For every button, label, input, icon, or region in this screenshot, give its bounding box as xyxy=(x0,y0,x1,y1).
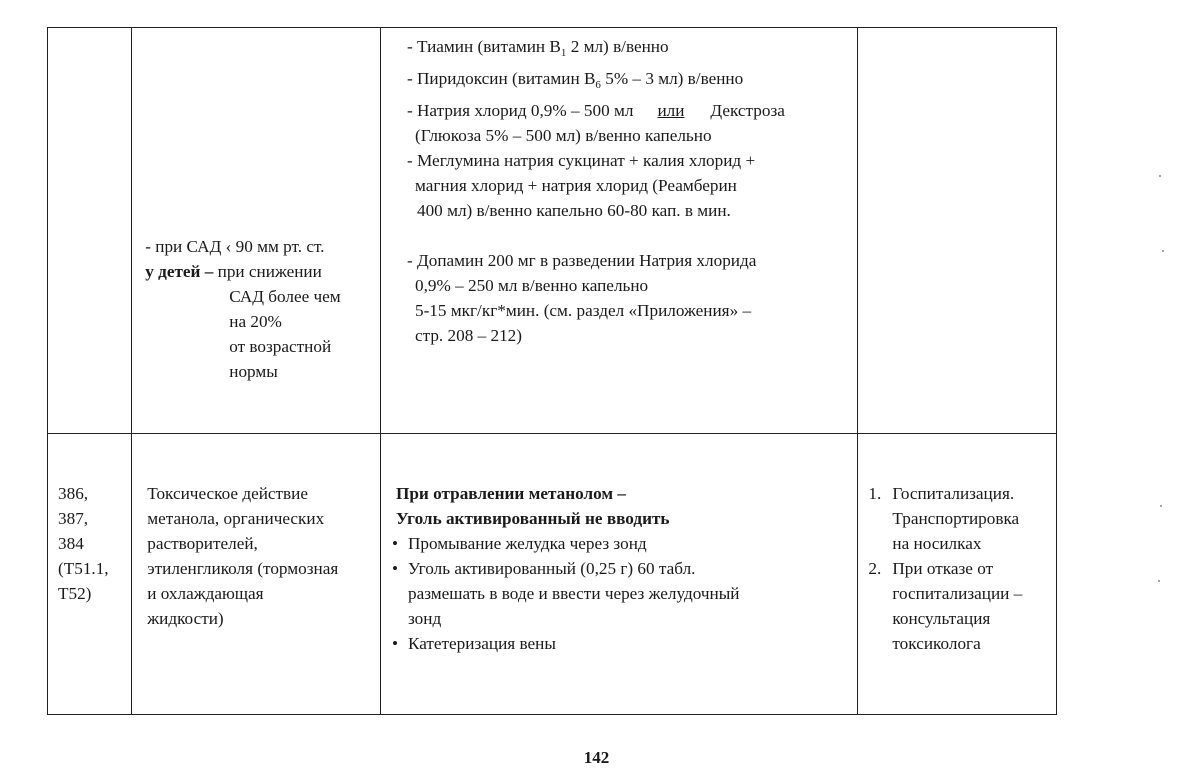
diagnosis-line: Токсическое действие xyxy=(147,484,308,503)
scan-speck xyxy=(1158,580,1160,582)
bullet-icon: • xyxy=(391,534,399,553)
action-line: При отказе от xyxy=(892,559,994,578)
bullet-icon: • xyxy=(391,634,399,653)
children-text: нормы xyxy=(229,362,278,381)
treatment-heading: При отравлении метанолом – xyxy=(395,484,626,503)
treatment-line: - Тиамин (витамин $В_1$ 2 мл) в/венно xyxy=(406,37,669,59)
code-line: 384 xyxy=(58,534,84,553)
children-text: САД более чем xyxy=(229,287,341,306)
scan-speck xyxy=(1160,505,1162,507)
diagnosis-line: растворителей, xyxy=(147,534,258,553)
action-line: консультация xyxy=(892,609,991,628)
action-list xyxy=(868,481,1056,656)
diagnosis-cell xyxy=(132,434,381,715)
treatment-line: (Глюкоза 5% – 500 мл) в/венно капельно xyxy=(414,126,712,145)
treatment-list xyxy=(391,531,857,656)
code-line: T52) xyxy=(58,584,92,603)
scan-speck xyxy=(1162,250,1164,252)
code-line: (T51.1, xyxy=(58,559,109,578)
treatment-item xyxy=(391,556,857,631)
table-row xyxy=(48,28,1057,434)
children-label: у детей – xyxy=(145,262,214,281)
condition-cell xyxy=(132,28,381,434)
treatment-line: магния хлорид + натрия хлорид (Реамберин xyxy=(414,176,737,195)
scan-speck xyxy=(1159,175,1161,177)
condition-line: - при САД ‹ 90 мм рт. ст. xyxy=(145,237,325,256)
code-line: 386, xyxy=(58,484,89,503)
treatment-line: 5-15 мкг/кг*мин. (см. раздел «Приложения» – xyxy=(414,301,752,320)
action-item xyxy=(868,556,1056,656)
treatment-line: стр. 208 – 212) xyxy=(414,326,522,345)
code-line: 387, xyxy=(58,509,89,528)
action-cell xyxy=(858,28,1057,434)
treatment-line: зонд xyxy=(407,609,442,628)
diagnosis-line: жидкости) xyxy=(147,609,224,628)
page-number: 142 xyxy=(583,748,610,767)
diagnosis-line: метанола, органических xyxy=(147,509,325,528)
action-item xyxy=(868,481,1056,556)
treatment-line: - Пиридоксин (витамин $В_6$ 5% – 3 мл) в/венно xyxy=(406,69,744,91)
children-text: от возрастной xyxy=(229,337,332,356)
table-row xyxy=(48,434,1057,715)
treatment-line: Промывание желудка через зонд xyxy=(407,534,647,553)
treatment-table xyxy=(47,27,1057,715)
bullet-icon: • xyxy=(391,559,399,578)
treatment-line: - Натрия хлорид 0,9% – 500 мл или Декстроза xyxy=(406,101,785,120)
action-line: Госпитализация. xyxy=(892,484,1015,503)
treatment-line: размешать в воде и ввести через желудочный xyxy=(407,584,740,603)
action-line: госпитализации – xyxy=(892,584,1023,603)
action-number: 1. xyxy=(868,484,882,503)
action-number: 2. xyxy=(868,559,882,578)
treatment-cell xyxy=(380,28,857,434)
treatment-item xyxy=(391,531,857,556)
diagnosis-line: этиленгликоля (тормозная xyxy=(147,559,339,578)
treatment-item xyxy=(391,631,857,656)
children-text: на 20% xyxy=(229,312,282,331)
treatment-line: 400 мл) в/венно капельно 60-80 кап. в мин. xyxy=(416,201,731,220)
code-cell xyxy=(48,434,132,715)
treatment-line: Катетеризация вены xyxy=(407,634,556,653)
action-line: Транспортировка xyxy=(892,509,1020,528)
treatment-line: 0,9% – 250 мл в/венно капельно xyxy=(414,276,649,295)
code-cell xyxy=(48,28,132,434)
action-line: на носилках xyxy=(892,534,982,553)
treatment-cell xyxy=(380,434,857,715)
treatment-line: - Меглумина натрия сукцинат + калия хлорид + xyxy=(406,151,756,170)
action-cell xyxy=(858,434,1057,715)
action-line: токсиколога xyxy=(892,634,981,653)
treatment-heading: Уголь активированный не вводить xyxy=(395,509,670,528)
treatment-line: - Допамин 200 мг в разведении Натрия хлорида xyxy=(406,251,757,270)
children-text: при снижении xyxy=(217,262,322,281)
treatment-line: Уголь активированный (0,25 г) 60 табл. xyxy=(407,559,696,578)
diagnosis-line: и охлаждающая xyxy=(147,584,264,603)
